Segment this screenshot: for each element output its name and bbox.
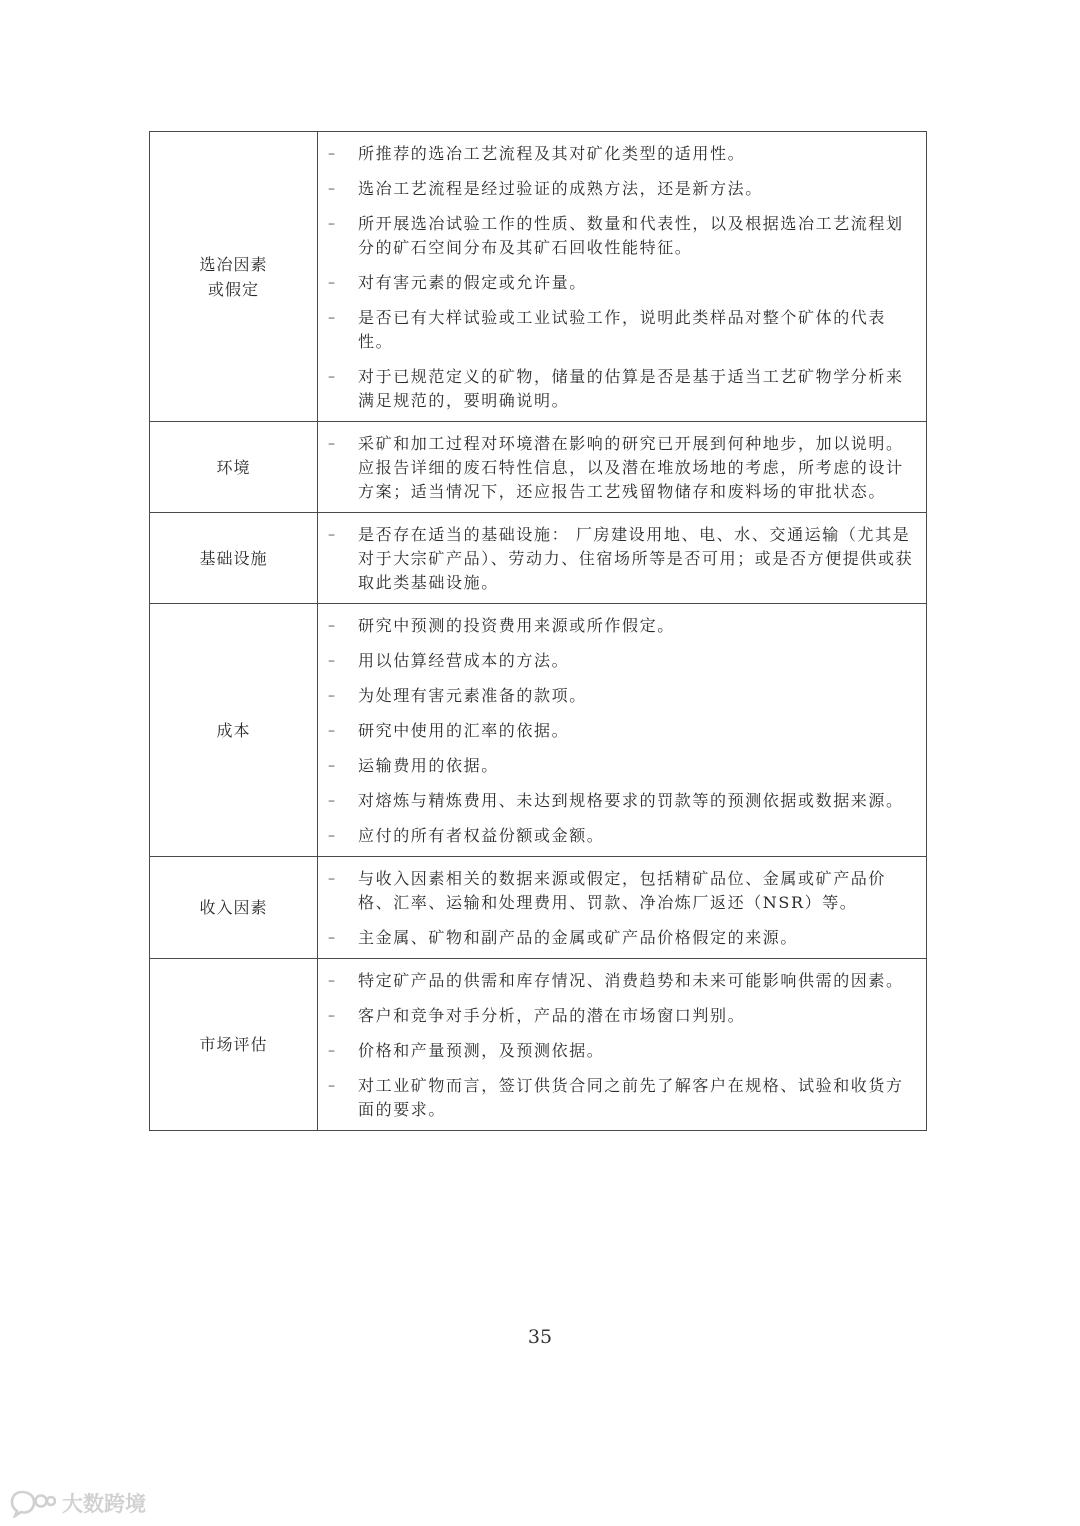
- list-item: [328, 1004, 916, 1028]
- list-item: [328, 649, 916, 673]
- category-label: 环境: [216, 457, 251, 477]
- page-number: 35: [527, 1326, 553, 1348]
- item-text: 是否存在适当的基础设施： 厂房建设用地、电、水、交通运输（尤其是对于大宗矿产品）、劳动力、住宿场所等是否可用；或是否方便提供或获取此类基础设施。: [358, 525, 914, 592]
- category-label: 选冶因素或假定: [199, 254, 268, 299]
- item-text: 与收入因素相关的数据来源或假定，包括精矿品位、金属或矿产品价格、汇率、运输和处理费用、罚款、净冶炼厂返还（NSR）等。: [358, 869, 887, 912]
- table-body: [150, 132, 927, 1131]
- category-label: 基础设施: [199, 548, 268, 568]
- item-text: 用以估算经营成本的方法。: [358, 651, 570, 670]
- item-text: 价格和产量预测，及预测依据。: [358, 1041, 605, 1060]
- category-label: 市场评估: [199, 1035, 268, 1054]
- dash-bullet-icon: –: [328, 181, 337, 197]
- list-item: [328, 365, 916, 413]
- list-item: [328, 719, 916, 743]
- dash-bullet-icon: –: [328, 758, 337, 774]
- dash-bullet-icon: –: [328, 216, 337, 232]
- requirements-table: [149, 131, 927, 1131]
- table-row: [150, 604, 927, 857]
- item-text: 是否已有大样试验或工业试验工作，说明此类样品对整个矿体的代表性。: [358, 308, 887, 351]
- dash-bullet-icon: –: [328, 793, 337, 809]
- table-row: [150, 422, 927, 513]
- watermark-text: 大数跨境: [62, 1492, 146, 1516]
- dash-bullet-icon: –: [328, 828, 337, 844]
- list-item: [328, 1039, 916, 1063]
- list-item: [328, 1074, 916, 1122]
- category-label: 收入因素: [199, 898, 268, 917]
- table-row: [150, 132, 927, 422]
- items-cell: [318, 959, 927, 1131]
- list-item: [328, 754, 916, 778]
- list-item: [328, 271, 916, 295]
- category-label: 成本: [216, 720, 251, 740]
- dash-bullet-icon: –: [328, 527, 337, 543]
- dash-bullet-icon: –: [328, 871, 337, 887]
- item-text: 应付的所有者权益份额或金额。: [358, 826, 605, 845]
- dash-bullet-icon: –: [328, 1008, 337, 1024]
- items-cell: [318, 604, 927, 857]
- item-text: 选冶工艺流程是经过验证的成熟方法，还是新方法。: [358, 179, 763, 198]
- table-row: [150, 959, 927, 1131]
- item-text: 对有害元素的假定或允许量。: [358, 273, 587, 292]
- item-text: 运输费用的依据。: [358, 756, 499, 775]
- list-item: [328, 177, 916, 201]
- dash-bullet-icon: –: [328, 275, 337, 291]
- item-text: 特定矿产品的供需和库存情况、消费趋势和未来可能影响供需的因素。: [358, 971, 904, 990]
- dash-bullet-icon: –: [328, 653, 337, 669]
- table-row: [150, 857, 927, 959]
- list-item: [328, 789, 916, 813]
- category-cell: [150, 857, 318, 959]
- item-text: 主金属、矿物和副产品的金属或矿产品价格假定的来源。: [358, 928, 799, 947]
- list-item: [328, 824, 916, 848]
- category-cell: [150, 132, 318, 422]
- items-cell: [318, 513, 927, 604]
- list-item: [328, 684, 916, 708]
- list-item: [328, 523, 916, 595]
- item-text: 对于已规范定义的矿物，储量的估算是否是基于适当工艺矿物学分析来满足规范的，要明确说明。: [358, 367, 904, 410]
- item-text: 对熔炼与精炼费用、未达到规格要求的罚款等的预测依据或数据来源。: [358, 791, 904, 810]
- item-text: 研究中预测的投资费用来源或所作假定。: [358, 616, 675, 635]
- item-text: 客户和竞争对手分析，产品的潜在市场窗口判别。: [358, 1006, 746, 1025]
- dash-bullet-icon: –: [328, 973, 337, 989]
- item-text: 研究中使用的汇率的依据。: [358, 721, 570, 740]
- dash-bullet-icon: –: [328, 310, 337, 326]
- list-item: [328, 614, 916, 638]
- category-cell: [150, 513, 318, 604]
- category-cell: [150, 422, 318, 513]
- items-cell: [318, 132, 927, 422]
- table-row: [150, 513, 927, 604]
- item-text: 采矿和加工过程对环境潜在影响的研究已开展到何种地步，加以说明。应报告详细的废石特性信息，以及潜在堆放场地的考虑，所考虑的设计方案；适当情况下，还应报告工艺残留物储存和废料场的审批状态。: [358, 434, 904, 501]
- category-cell: [150, 604, 318, 857]
- category-cell: [150, 959, 318, 1131]
- dash-bullet-icon: –: [328, 146, 337, 162]
- list-item: [328, 306, 916, 354]
- dash-bullet-icon: –: [328, 930, 337, 946]
- dash-bullet-icon: –: [328, 688, 337, 704]
- dash-bullet-icon: –: [328, 723, 337, 739]
- chat-bubble-logo-icon: [10, 1488, 56, 1518]
- dash-bullet-icon: –: [328, 1043, 337, 1059]
- dash-bullet-icon: –: [328, 436, 337, 452]
- dash-bullet-icon: –: [328, 1078, 337, 1094]
- list-item: [328, 926, 916, 950]
- watermark: [10, 1488, 146, 1518]
- item-text: 为处理有害元素准备的款项。: [358, 686, 587, 705]
- items-cell: [318, 422, 927, 513]
- list-item: [328, 969, 916, 993]
- list-item: [328, 432, 916, 504]
- dash-bullet-icon: –: [328, 369, 337, 385]
- list-item: [328, 867, 916, 915]
- item-text: 对工业矿物而言，签订供货合同之前先了解客户在规格、试验和收货方面的要求。: [358, 1076, 904, 1119]
- item-text: 所开展选冶试验工作的性质、数量和代表性，以及根据选冶工艺流程划分的矿石空间分布及其矿石回收性能特征。: [358, 214, 904, 257]
- list-item: [328, 212, 916, 260]
- list-item: [328, 142, 916, 166]
- dash-bullet-icon: –: [328, 618, 337, 634]
- item-text: 所推荐的选冶工艺流程及其对矿化类型的适用性。: [358, 144, 746, 163]
- items-cell: [318, 857, 927, 959]
